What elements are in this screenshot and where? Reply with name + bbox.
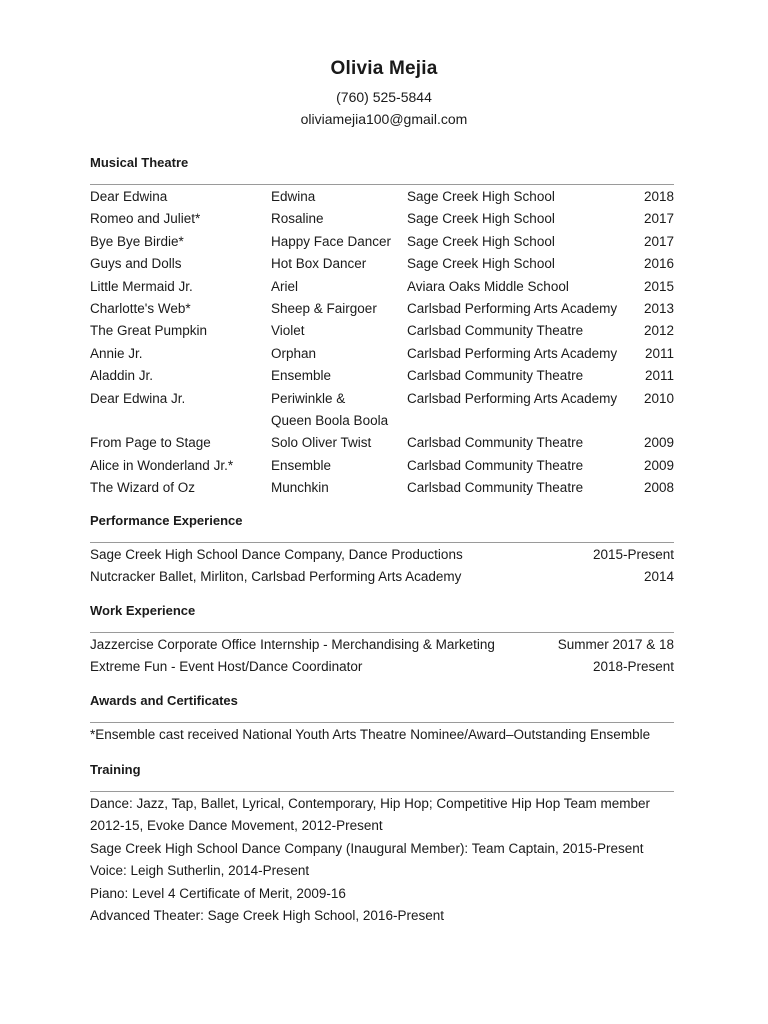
list-item: Advanced Theater: Sage Creek High School, 2016-Present — [90, 907, 444, 923]
section-title: Work Experience — [90, 603, 196, 618]
venue: Carlsbad Community Theatre — [407, 368, 584, 384]
year: 2011 — [644, 345, 674, 361]
list-item: Sage Creek High School Dance Company (Inaugural Member): Team Captain, 2015-Present — [90, 840, 644, 856]
year: 2011 — [644, 368, 674, 384]
show-title: The Great Pumpkin — [90, 323, 208, 339]
phone-number: (760) 525-5844 — [336, 89, 432, 105]
venue: Carlsbad Performing Arts Academy — [407, 345, 618, 361]
work-experience-section — [90, 602, 674, 679]
table-row — [90, 231, 674, 253]
list-item — [90, 656, 674, 678]
role: Rosaline — [271, 211, 324, 227]
list-item: *Ensemble cast received National Youth Arts Theatre Nominee/Award–Outstanding Ensemble — [90, 727, 651, 742]
year: 2013 — [643, 300, 674, 316]
show-title: Little Mermaid Jr. — [90, 278, 193, 294]
show-title: The Wizard of Oz — [90, 480, 196, 496]
role: Hot Box Dancer — [271, 256, 367, 272]
performance-experience-section — [90, 512, 674, 589]
item-text: Extreme Fun - Event Host/Dance Coordinator — [90, 659, 363, 675]
year: 2009 — [643, 457, 674, 473]
show-title: Dear Edwina — [90, 189, 168, 204]
item-date: Summer 2017 & 18 — [557, 637, 674, 652]
role: Ariel — [271, 278, 299, 294]
email-address: oliviamejia100@gmail.com — [300, 111, 468, 127]
section-divider — [90, 542, 674, 543]
venue: Sage Creek High School — [407, 256, 555, 272]
role: Ensemble — [271, 457, 332, 473]
role: Violet — [271, 323, 305, 339]
role-continued: Queen Boola Boola — [271, 412, 389, 428]
table-row — [90, 455, 674, 477]
year: 2012 — [643, 323, 674, 339]
table-row — [90, 320, 674, 342]
venue: Aviara Oaks Middle School — [407, 278, 569, 294]
year: 2010 — [643, 390, 674, 406]
list-item: Piano: Level 4 Certificate of Merit, 2009-16 — [90, 885, 346, 901]
show-title: Guys and Dolls — [90, 256, 182, 272]
table-row — [90, 388, 674, 433]
table-row — [90, 298, 674, 320]
year: 2017 — [643, 233, 674, 249]
role: Orphan — [271, 345, 317, 361]
venue: Sage Creek High School — [407, 211, 555, 227]
venue: Carlsbad Community Theatre — [407, 480, 584, 496]
training-section — [90, 761, 674, 927]
year: 2017 — [643, 211, 674, 227]
role: Ensemble — [271, 368, 332, 384]
show-title: Dear Edwina Jr. — [90, 390, 186, 406]
table-row — [90, 477, 674, 499]
table-row — [90, 186, 674, 208]
item-text: Nutcracker Ballet, Mirliton, Carlsbad Performing Arts Academy — [90, 569, 462, 585]
item-date: 2014 — [643, 569, 674, 585]
year: 2016 — [643, 256, 674, 272]
year: 2015 — [643, 278, 674, 294]
venue: Carlsbad Performing Arts Academy — [407, 300, 618, 316]
year: 2018 — [643, 189, 674, 204]
show-title: Aladdin Jr. — [90, 368, 154, 384]
venue: Carlsbad Community Theatre — [407, 435, 584, 451]
year: 2008 — [643, 480, 674, 496]
section-divider — [90, 722, 674, 723]
awards-list — [90, 724, 674, 746]
list-item: Dance: Jazz, Tap, Ballet, Lyrical, Contemporary, Hip Hop; Competitive Hip Hop Team member — [90, 796, 650, 811]
section-title: Performance Experience — [90, 513, 243, 528]
venue: Carlsbad Community Theatre — [407, 457, 584, 473]
applicant-name: Olivia Mejia — [330, 58, 438, 79]
venue: Carlsbad Community Theatre — [407, 323, 584, 339]
list-item — [90, 566, 674, 588]
table-row — [90, 343, 674, 365]
table-row — [90, 253, 674, 275]
show-title: Alice in Wonderland Jr.* — [90, 457, 234, 473]
section-divider — [90, 632, 674, 633]
show-title: Bye Bye Birdie* — [90, 233, 184, 249]
list-item — [90, 544, 674, 566]
item-date: 2018-Present — [592, 659, 674, 675]
table-row — [90, 365, 674, 387]
section-title: Musical Theatre — [90, 155, 189, 170]
show-title: From Page to Stage — [90, 435, 211, 451]
section-title: Training — [90, 762, 141, 777]
performance-list — [90, 544, 674, 589]
section-divider — [90, 791, 674, 792]
role: Munchkin — [271, 480, 329, 496]
awards-section — [90, 692, 674, 746]
venue: Sage Creek High School — [407, 189, 555, 204]
role: Happy Face Dancer — [271, 233, 392, 249]
list-item: Voice: Leigh Sutherlin, 2014-Present — [90, 863, 310, 879]
year: 2009 — [643, 435, 674, 451]
venue: Sage Creek High School — [407, 233, 555, 249]
table-row — [90, 432, 674, 454]
list-item — [90, 634, 674, 656]
role: Edwina — [271, 189, 316, 204]
role: Sheep & Fairgoer — [271, 300, 377, 316]
show-title: Charlotte's Web* — [90, 300, 191, 316]
section-title: Awards and Certificates — [90, 693, 238, 708]
role: Solo Oliver Twist — [271, 435, 372, 451]
work-list — [90, 634, 674, 679]
show-title: Romeo and Juliet* — [90, 211, 201, 227]
table-row — [90, 276, 674, 298]
item-text: Sage Creek High School Dance Company, Dance Productions — [90, 547, 463, 562]
table-row — [90, 208, 674, 230]
list-item: 2012-15, Evoke Dance Movement, 2012-Present — [90, 818, 383, 834]
venue: Carlsbad Performing Arts Academy — [407, 390, 618, 406]
musical-theatre-section — [90, 154, 674, 499]
section-divider — [90, 184, 674, 185]
show-title: Annie Jr. — [90, 345, 143, 361]
resume-header — [0, 56, 768, 130]
training-list — [90, 793, 674, 927]
role: Periwinkle & — [271, 390, 346, 406]
credits-table — [90, 186, 674, 499]
item-text: Jazzercise Corporate Office Internship - Merchandising & Marketing — [90, 637, 495, 652]
item-date: 2015-Present — [592, 547, 674, 562]
